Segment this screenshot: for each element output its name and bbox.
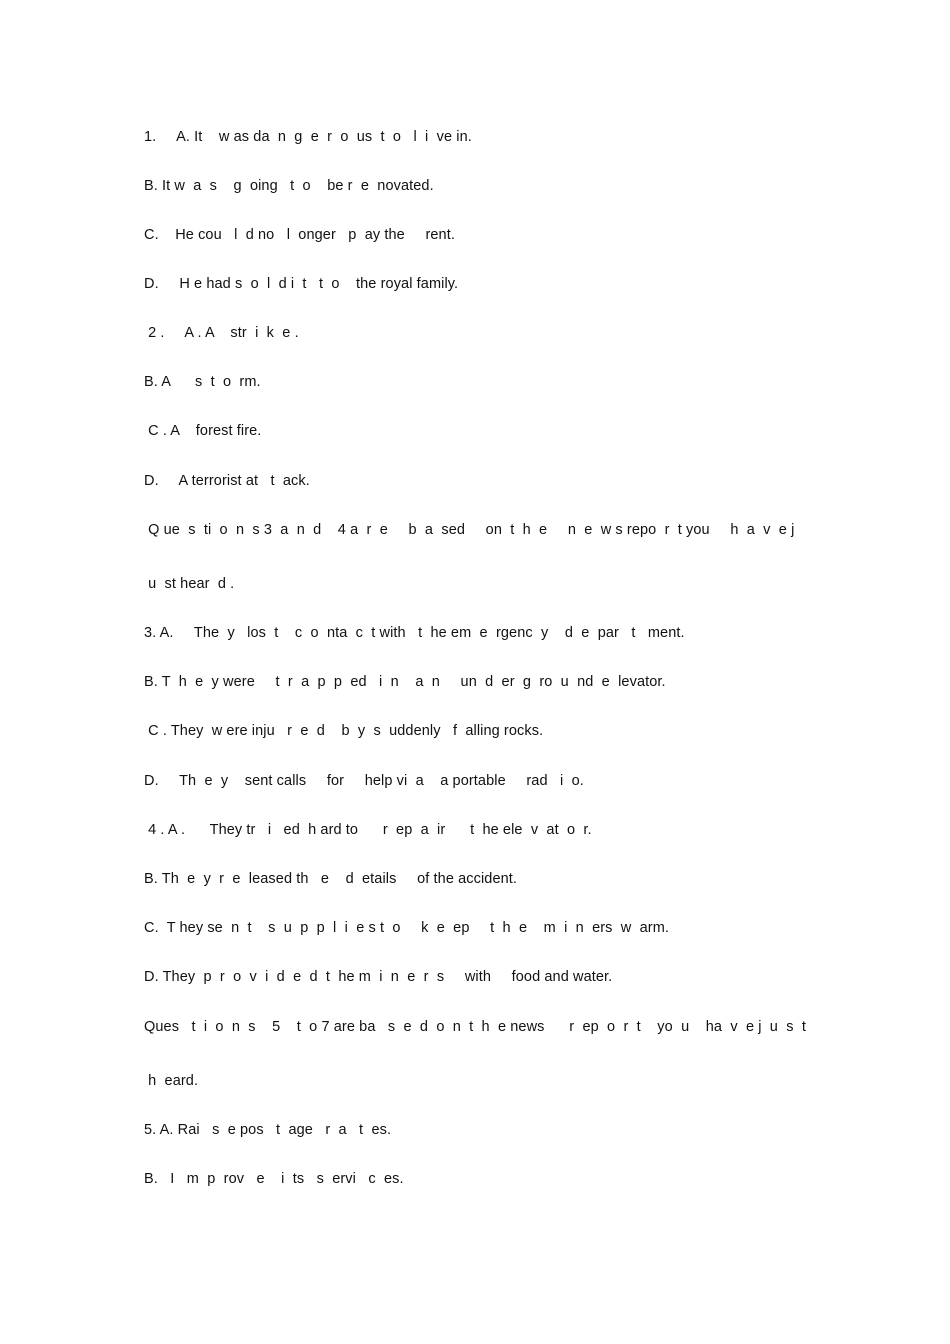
instruction-q3-4-line2: u st hear d .	[144, 576, 235, 592]
q4-option-a: 4 . A . They tr i ed h ard to r ep a ir t he ele v at o r.	[144, 822, 592, 838]
instruction-q5-7-line1: Ques t i o n s 5 t o 7 are ba s e d o n t h e news r ep o r t yo u ha v e j u s t	[144, 1019, 806, 1035]
q3-option-d: D. Th e y sent calls for help vi a a portable rad i o.	[144, 773, 584, 789]
q1-option-a: 1. A. It w as da n g e r o us t o l i ve in.	[144, 129, 472, 145]
q1-option-b: B. It w a s g oing t o be r e novated.	[144, 178, 434, 194]
q2-option-b: B. A s t o rm.	[144, 374, 261, 390]
q3-option-b: B. T h e y were t r a p p ed i n a n un d er g ro u nd e levator.	[144, 674, 666, 690]
q4-option-b: B. Th e y r e leased th e d etails of the accident.	[144, 871, 518, 887]
instruction-q5-7-line2: h eard.	[144, 1073, 199, 1089]
instruction-q3-4-line1: Q ue s ti o n s 3 a n d 4 a r e b a sed on t h e n e w s repo r t you h a v e j	[144, 522, 795, 538]
q5-option-a: 5. A. Rai s e pos t age r a t es.	[144, 1122, 392, 1138]
q2-option-c: C . A forest fire.	[144, 423, 262, 439]
q4-option-c: C. T hey se n t s u p p l i e s t o k e ep t h e m i n ers w arm.	[144, 920, 670, 936]
q3-option-a: 3. A. The y los t c o nta c t with t he em e rgenc y d e par t ment.	[144, 625, 685, 641]
q2-option-a: 2 . A . A str i k e .	[144, 325, 299, 341]
q1-option-c: C. He cou l d no l onger p ay the rent.	[144, 227, 455, 243]
q4-option-d: D. They p r o v i d e d t he m i n e r s with food and water.	[144, 969, 613, 985]
q2-option-d: D. A terrorist at t ack.	[144, 473, 310, 489]
q1-option-d: D. H e had s o l d i t t o the royal family.	[144, 276, 459, 292]
q5-option-b: B. I m p rov e i ts s ervi c es.	[144, 1171, 404, 1187]
q3-option-c: C . They w ere inju r e d b y s uddenly f alling rocks.	[144, 723, 544, 739]
